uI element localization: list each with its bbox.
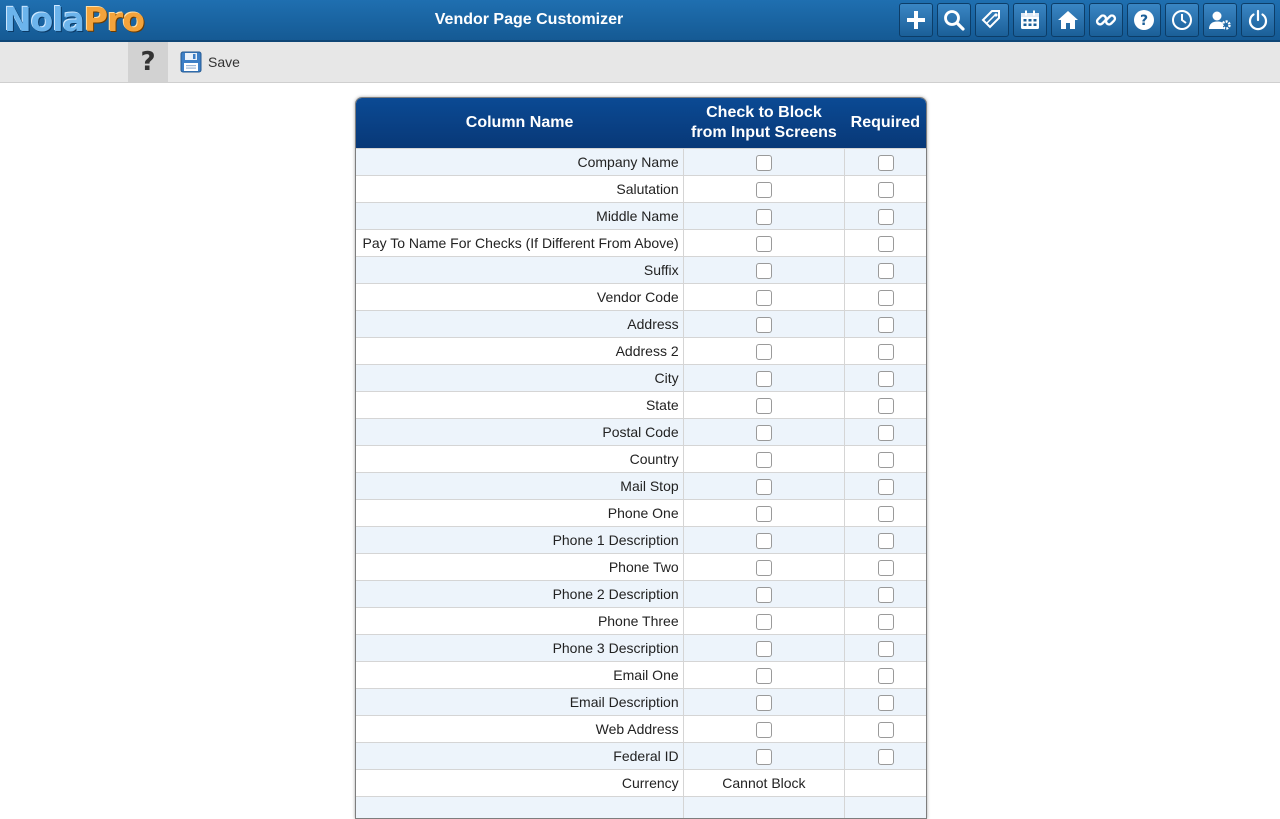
required-cell [845, 527, 926, 554]
table-row [356, 365, 926, 392]
required-checkbox[interactable] [878, 668, 894, 684]
block-checkbox[interactable] [756, 398, 772, 414]
user-settings-button[interactable] [1203, 3, 1237, 37]
block-checkbox[interactable] [756, 749, 772, 765]
block-cell [683, 743, 845, 770]
table-row [356, 500, 926, 527]
block-cell [683, 689, 845, 716]
required-cell [845, 662, 926, 689]
block-checkbox[interactable] [756, 722, 772, 738]
calendar-icon [1018, 8, 1042, 32]
required-cell [845, 770, 926, 797]
required-cell [845, 473, 926, 500]
block-checkbox[interactable] [756, 155, 772, 171]
block-checkbox[interactable] [756, 587, 772, 603]
block-header: Check to Block from Input Screens [683, 98, 845, 149]
home-icon [1056, 8, 1080, 32]
block-checkbox[interactable] [756, 344, 772, 360]
block-cell [683, 149, 845, 176]
field-name: Phone 1 Description [356, 527, 683, 554]
vendor-fields-table [356, 98, 926, 819]
column-name-header: Column Name [356, 98, 683, 149]
required-checkbox[interactable] [878, 479, 894, 495]
block-cell [683, 446, 845, 473]
question-mark-icon: ? [140, 47, 155, 77]
table-row [356, 716, 926, 743]
link-button[interactable] [1089, 3, 1123, 37]
field-name: Currency [356, 770, 683, 797]
block-cell [683, 284, 845, 311]
field-name: Email Description [356, 689, 683, 716]
required-cell [845, 419, 926, 446]
required-cell [845, 176, 926, 203]
vendor-fields-table-panel [355, 97, 927, 819]
table-row [356, 176, 926, 203]
table-row [356, 392, 926, 419]
field-name: Country [356, 446, 683, 473]
required-cell [845, 365, 926, 392]
table-row [356, 527, 926, 554]
table-row [356, 581, 926, 608]
clock-icon [1170, 8, 1194, 32]
power-icon [1246, 8, 1270, 32]
block-cell [683, 500, 845, 527]
block-checkbox[interactable] [756, 533, 772, 549]
field-name: Pay To Name For Checks (If Different From Above) [356, 230, 683, 257]
search-button[interactable] [937, 3, 971, 37]
field-name: Address [356, 311, 683, 338]
block-checkbox[interactable] [756, 425, 772, 441]
required-cell [845, 392, 926, 419]
block-checkbox[interactable] [756, 263, 772, 279]
calendar-button[interactable] [1013, 3, 1047, 37]
required-cell [845, 500, 926, 527]
table-row [356, 635, 926, 662]
required-cell [845, 716, 926, 743]
plus-icon [904, 8, 928, 32]
help-icon [1132, 8, 1156, 32]
table-row [356, 473, 926, 500]
field-name: Salutation [356, 176, 683, 203]
required-cell [845, 689, 926, 716]
field-name: Mail Stop [356, 473, 683, 500]
required-checkbox[interactable] [878, 749, 894, 765]
field-name: Phone 2 Description [356, 581, 683, 608]
block-cell [683, 419, 845, 446]
table-row [356, 770, 926, 797]
toolbar [0, 42, 1280, 83]
block-checkbox[interactable] [756, 668, 772, 684]
required-checkbox[interactable] [878, 533, 894, 549]
block-checkbox[interactable] [756, 641, 772, 657]
required-cell [845, 338, 926, 365]
table-row [356, 554, 926, 581]
table-row [356, 689, 926, 716]
block-cell [683, 770, 845, 797]
field-name: Federal ID [356, 743, 683, 770]
block-cell [683, 365, 845, 392]
required-checkbox[interactable] [878, 155, 894, 171]
block-cell [683, 257, 845, 284]
required-checkbox[interactable] [878, 371, 894, 387]
field-name: Address 2 [356, 338, 683, 365]
required-checkbox[interactable] [878, 236, 894, 252]
field-name: City [356, 365, 683, 392]
required-checkbox[interactable] [878, 560, 894, 576]
table-row [356, 311, 926, 338]
block-cell [683, 635, 845, 662]
field-name: Phone Three [356, 608, 683, 635]
required-checkbox[interactable] [878, 263, 894, 279]
table-row [356, 284, 926, 311]
block-cell [683, 473, 845, 500]
table-row [356, 230, 926, 257]
field-name: Middle Name [356, 203, 683, 230]
required-checkbox[interactable] [878, 641, 894, 657]
field-name: Vendor Code [356, 284, 683, 311]
add-button[interactable] [899, 3, 933, 37]
required-cell [845, 581, 926, 608]
required-checkbox[interactable] [878, 587, 894, 603]
block-cell [683, 608, 845, 635]
time-button[interactable] [1165, 3, 1199, 37]
block-cell [683, 716, 845, 743]
field-name: Postal Code [356, 419, 683, 446]
required-checkbox[interactable] [878, 182, 894, 198]
page-title: Vendor Page Customizer [0, 0, 1058, 40]
table-header-row [356, 98, 926, 149]
cannot-block-text: Cannot Block [722, 775, 805, 791]
required-checkbox[interactable] [878, 398, 894, 414]
page-help-button[interactable] [128, 42, 168, 82]
block-cell [683, 176, 845, 203]
required-checkbox[interactable] [878, 290, 894, 306]
table-row [356, 149, 926, 176]
required-cell [845, 608, 926, 635]
home-button[interactable] [1051, 3, 1085, 37]
required-checkbox[interactable] [878, 506, 894, 522]
required-cell [845, 203, 926, 230]
block-cell [683, 581, 845, 608]
required-cell [845, 635, 926, 662]
block-checkbox[interactable] [756, 506, 772, 522]
block-cell [683, 338, 845, 365]
field-name: Web Address [356, 716, 683, 743]
required-checkbox[interactable] [878, 722, 894, 738]
help-button[interactable] [1127, 3, 1161, 37]
block-checkbox[interactable] [756, 614, 772, 630]
save-label: Save [208, 54, 240, 70]
field-name: State [356, 392, 683, 419]
block-checkbox[interactable] [756, 317, 772, 333]
logout-button[interactable] [1241, 3, 1275, 37]
field-name: Phone 3 Description [356, 635, 683, 662]
field-name: Suffix [356, 257, 683, 284]
required-cell [845, 311, 926, 338]
block-cell [683, 662, 845, 689]
block-checkbox[interactable] [756, 236, 772, 252]
required-cell [845, 230, 926, 257]
block-cell [683, 554, 845, 581]
floppy-disk-icon [180, 51, 202, 73]
required-checkbox[interactable] [878, 317, 894, 333]
table-row [356, 257, 926, 284]
search-icon [942, 8, 966, 32]
field-name: Company Name [356, 149, 683, 176]
required-checkbox[interactable] [878, 209, 894, 225]
block-checkbox[interactable] [756, 371, 772, 387]
required-checkbox[interactable] [878, 695, 894, 711]
block-checkbox[interactable] [756, 560, 772, 576]
save-button[interactable] [180, 51, 240, 73]
header-icon-bar [899, 3, 1275, 37]
required-cell [845, 257, 926, 284]
svg-text:?: ? [1140, 13, 1148, 29]
tags-button[interactable] [975, 3, 1009, 37]
block-checkbox[interactable] [756, 479, 772, 495]
field-name: Phone Two [356, 554, 683, 581]
block-checkbox[interactable] [756, 695, 772, 711]
table-row [356, 743, 926, 770]
required-checkbox[interactable] [878, 452, 894, 468]
table-body [356, 149, 926, 819]
link-icon [1094, 8, 1118, 32]
table-row [356, 662, 926, 689]
block-cell [683, 527, 845, 554]
block-checkbox[interactable] [756, 290, 772, 306]
table-row [356, 338, 926, 365]
block-cell [683, 392, 845, 419]
top-header [0, 0, 1280, 42]
required-checkbox[interactable] [878, 425, 894, 441]
table-row [356, 203, 926, 230]
block-cell [683, 311, 845, 338]
nolapro-logo[interactable]: NolaPro [4, 1, 144, 39]
required-cell [845, 284, 926, 311]
block-checkbox[interactable] [756, 182, 772, 198]
table-row [356, 608, 926, 635]
required-cell [845, 446, 926, 473]
field-name: Email One [356, 662, 683, 689]
required-checkbox[interactable] [878, 614, 894, 630]
table-row [356, 419, 926, 446]
block-checkbox[interactable] [756, 209, 772, 225]
block-cell [683, 203, 845, 230]
required-cell [845, 149, 926, 176]
field-name: Phone One [356, 500, 683, 527]
user-settings-icon [1208, 8, 1232, 32]
block-checkbox[interactable] [756, 452, 772, 468]
block-cell [683, 230, 845, 257]
required-cell [845, 743, 926, 770]
table-row [356, 446, 926, 473]
required-header: Required [845, 98, 926, 149]
required-checkbox[interactable] [878, 344, 894, 360]
tags-icon [980, 8, 1004, 32]
required-cell [845, 554, 926, 581]
